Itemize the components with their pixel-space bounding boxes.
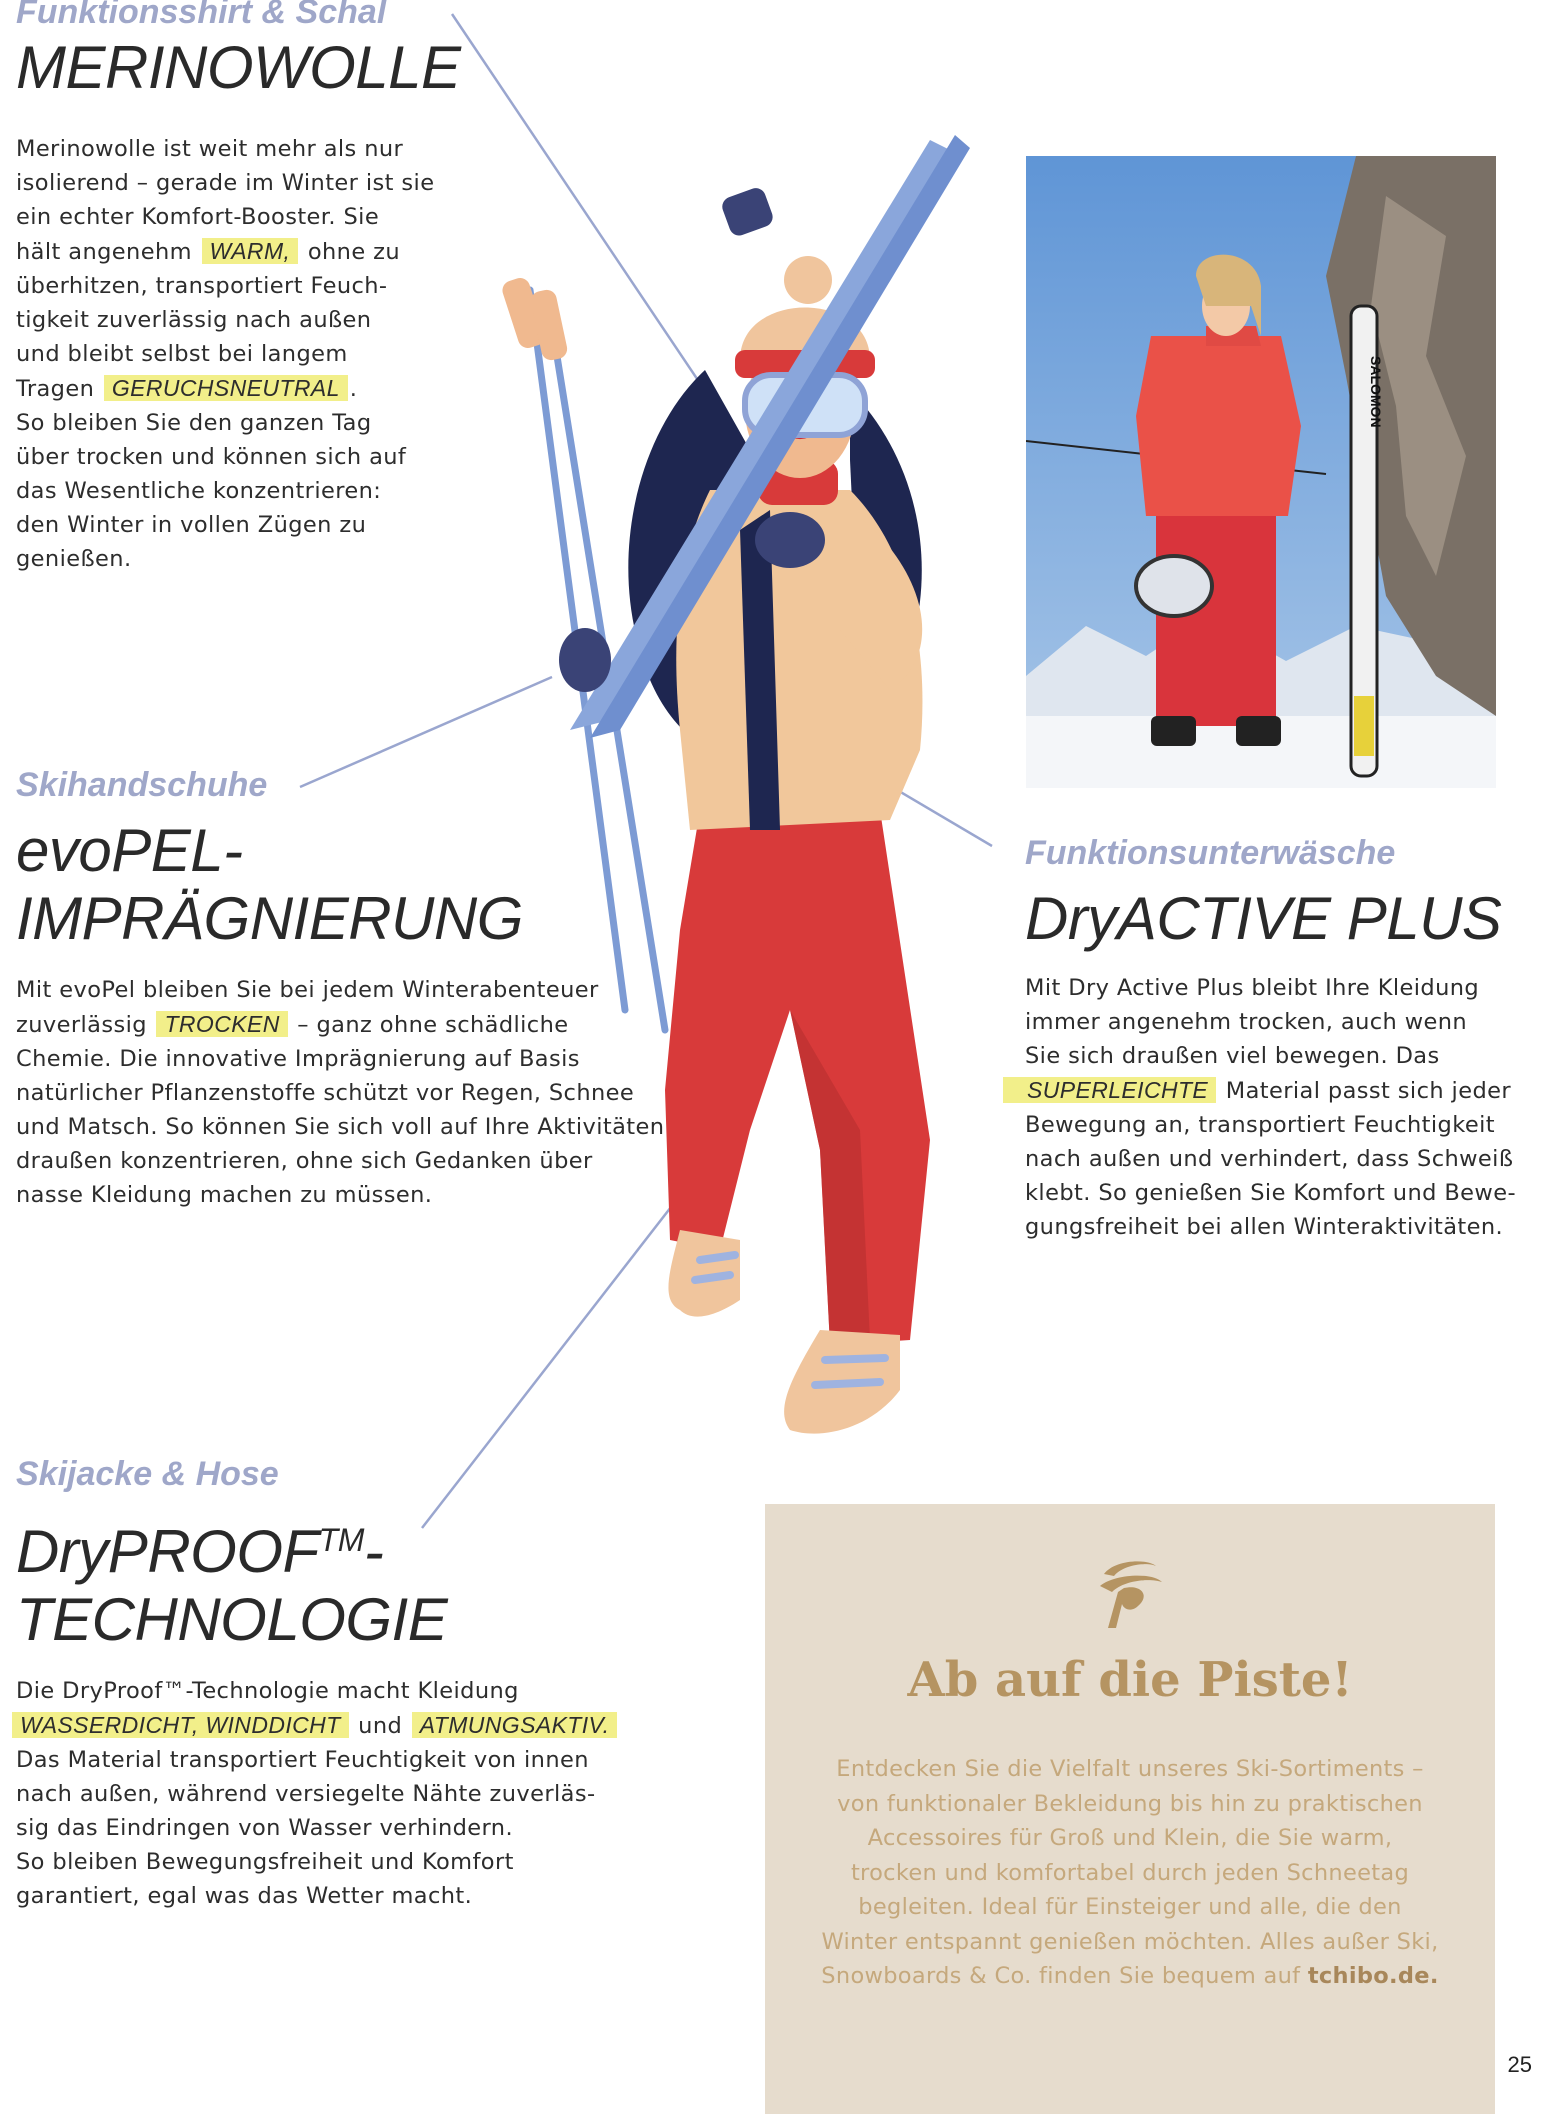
- body-text: ohne zu: [307, 239, 401, 265]
- headline-line: IMPRÄGNIERUNG: [16, 885, 523, 952]
- promo-line: Entdecken Sie die Vielfalt unseres Ski-Sortiments –: [836, 1756, 1424, 1782]
- highlight-wasserdicht: WASSERDICHT, WINDDICHT: [12, 1712, 349, 1738]
- body-line: [16, 371, 436, 406]
- body-line: nach außen, während versiegelte Nähte zuverläs-: [16, 1781, 596, 1807]
- body-text: zuverlässig: [16, 1012, 147, 1038]
- section-headline: DryACTIVE PLUS: [1025, 885, 1502, 952]
- glove-lower: [559, 628, 611, 692]
- body-line: überhitzen, transportiert Feuch-: [16, 273, 388, 299]
- body-line: und Matsch. So können Sie sich voll auf Ihre Aktivitäten: [16, 1114, 665, 1140]
- body-line: [16, 234, 436, 269]
- page-number: 25: [1507, 2052, 1532, 2077]
- body-line: nach außen und verhindert, dass Schweiß: [1025, 1146, 1514, 1172]
- section-merino: [16, 0, 461, 576]
- body-line: So bleiben Bewegungsfreiheit und Komfort: [16, 1849, 514, 1875]
- promo-line: Accessoires für Groß und Klein, die Sie warm,: [867, 1825, 1393, 1851]
- section-underwear: [1025, 833, 1525, 1244]
- promo-box: [765, 1504, 1495, 2114]
- beanie-pompom: [784, 256, 832, 304]
- body-line: [1001, 1073, 1525, 1108]
- headline-text: -: [363, 1518, 384, 1585]
- body-line: [16, 1708, 636, 1743]
- body-line: isolierend – gerade im Winter ist sie: [16, 170, 435, 196]
- body-line: So bleiben Sie den ganzen Tag: [16, 410, 372, 436]
- body-line: Chemie. Die innovative Imprägnierung auf Basis: [16, 1046, 580, 1072]
- body-text: Tragen: [16, 376, 95, 402]
- body-line: immer angenehm trocken, auch wenn: [1025, 1009, 1468, 1035]
- body-text: Material passt sich jeder: [1225, 1078, 1512, 1104]
- promo-line: Winter entspannt genießen möchten. Alles außer Ski,: [821, 1928, 1439, 1955]
- section-kicker: Funktionsshirt & Schal: [16, 0, 387, 31]
- headline-line: TECHNOLOGIE: [16, 1586, 448, 1653]
- body-line: klebt. So genießen Sie Komfort und Bewe-: [1025, 1180, 1516, 1206]
- skier-illustration: [490, 130, 1050, 1460]
- highlight-superleichte: SUPERLEICHTE: [1003, 1077, 1216, 1103]
- promo-line: begleiten. Ideal für Einsteiger und alle, die den: [858, 1894, 1402, 1920]
- body-line: draußen konzentrieren, ohne sich Gedanken über: [16, 1148, 593, 1174]
- body-line: Mit evoPel bleiben Sie bei jedem Winterabenteuer: [16, 977, 599, 1003]
- body-line: sig das Eindringen von Wasser verhindern.: [16, 1815, 514, 1841]
- product-photo: [1026, 156, 1496, 788]
- body-line: über trocken und können sich auf: [16, 444, 407, 470]
- section-body: [16, 132, 436, 576]
- body-line: natürlicher Pflanzenstoffe schützt vor Regen, Schnee: [16, 1080, 635, 1106]
- body-text: hält angenehm: [16, 239, 192, 265]
- section-body: [1025, 971, 1525, 1244]
- body-line: tigkeit zuverlässig nach außen: [16, 307, 372, 333]
- body-line: Sie sich draußen viel bewegen. Das: [1025, 1043, 1440, 1069]
- body-text: – ganz ohne schädliche: [297, 1012, 569, 1038]
- body-line: Bewegung an, transportiert Feuchtigkeit: [1025, 1112, 1495, 1138]
- body-line: Merinowolle ist weit mehr als nur: [16, 136, 404, 162]
- body-line: nasse Kleidung machen zu müssen.: [16, 1182, 433, 1208]
- body-line: den Winter in vollen Zügen zu: [16, 512, 367, 538]
- body-text: und: [358, 1713, 403, 1739]
- section-jacket: [16, 1454, 636, 1913]
- section-kicker: Skijacke & Hose: [16, 1455, 279, 1493]
- photo-skier-jacket: [1136, 336, 1301, 516]
- highlight-warm: WARM,: [202, 238, 299, 264]
- body-line: und bleibt selbst bei langem: [16, 341, 348, 367]
- trademark-symbol: TM: [318, 1522, 364, 1558]
- section-headline: MERINOWOLLE: [16, 34, 461, 101]
- section-kicker: Funktionsunterwäsche: [1025, 834, 1396, 872]
- body-line: das Wesentliche konzentrieren:: [16, 478, 382, 504]
- body-line: ein echter Komfort-Booster. Sie: [16, 204, 380, 230]
- section-body: [16, 1674, 636, 1913]
- body-line: Mit Dry Active Plus bleibt Ihre Kleidung: [1025, 975, 1480, 1001]
- body-line: genießen.: [16, 546, 132, 572]
- photo-ski-brand: SALOMON: [1368, 356, 1384, 428]
- body-line: garantiert, egal was das Wetter macht.: [16, 1883, 473, 1909]
- highlight-geruchsneutral: GERUCHSNEUTRAL: [104, 375, 348, 401]
- section-headline: [16, 1506, 636, 1654]
- highlight-atmungsaktiv: ATMUNGSAKTIV.: [412, 1712, 618, 1738]
- highlight-trocken: TROCKEN: [156, 1011, 287, 1037]
- tchibo-logo: [1090, 1552, 1170, 1634]
- promo-line: [765, 1959, 1495, 1994]
- headline-line: evoPEL-: [16, 817, 243, 884]
- glove-upper: [755, 512, 825, 568]
- body-line: gungsfreiheit bei allen Winteraktivitäten.: [1025, 1214, 1504, 1240]
- section-kicker: Skihandschuhe: [16, 766, 268, 804]
- headline-line: [16, 1506, 636, 1586]
- promo-link[interactable]: tchibo.de.: [1307, 1963, 1439, 1989]
- promo-text: [765, 1752, 1495, 1994]
- photo-scene: [1026, 156, 1496, 788]
- headline-text: DryPROOF: [16, 1518, 319, 1585]
- body-text: .: [349, 376, 358, 402]
- body-line: Die DryProof™-Technologie macht Kleidung: [16, 1678, 519, 1704]
- promo-title: Ab auf die Piste!: [907, 1652, 1353, 1708]
- photo-helmet: [1136, 556, 1212, 616]
- promo-line: von funktionaler Bekleidung bis hin zu praktischen: [837, 1790, 1423, 1817]
- body-line: Das Material transportiert Feuchtigkeit von innen: [16, 1747, 589, 1773]
- promo-line: trocken und komfortabel durch jeden Schneetag: [850, 1859, 1410, 1886]
- promo-text-part: Snowboards & Co. finden Sie bequem auf: [821, 1963, 1301, 1989]
